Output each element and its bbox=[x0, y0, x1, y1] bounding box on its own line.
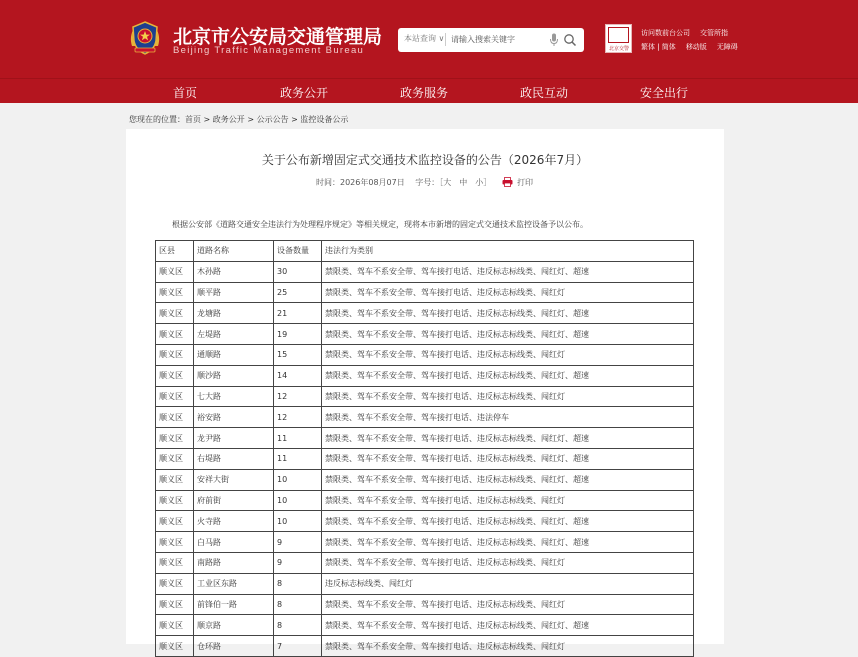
table-row bbox=[156, 615, 694, 636]
table-cell: 顺义区 bbox=[156, 594, 194, 615]
table-cell: 顺义区 bbox=[156, 573, 194, 594]
table-cell: 龙尹路 bbox=[194, 428, 274, 449]
bureau-badge[interactable] bbox=[605, 24, 632, 53]
header-cell: 设备数量 bbox=[274, 241, 322, 262]
table-cell: 白马路 bbox=[194, 532, 274, 553]
table-row bbox=[156, 386, 694, 407]
search-divider bbox=[445, 33, 446, 46]
microphone-icon[interactable] bbox=[549, 33, 559, 47]
header-link-1[interactable]: 交管所指 bbox=[700, 29, 728, 37]
device-table bbox=[155, 240, 694, 657]
table-row bbox=[156, 490, 694, 511]
table-cell: 25 bbox=[274, 282, 322, 303]
breadcrumb[interactable]: 您现在的位置：首页 > 政务公开 > 公示公告 > 监控设备公示 bbox=[129, 115, 349, 124]
table-cell: 顺义区 bbox=[156, 448, 194, 469]
table-cell: 禁限类、驾车不系安全带、驾车接打电话、违反标志标线类、闯红灯、超速 bbox=[322, 428, 694, 449]
table-cell: 顺义区 bbox=[156, 282, 194, 303]
table-row bbox=[156, 511, 694, 532]
table-cell: 禁限类、驾车不系安全带、驾车接打电话、违反标志标线类、闯红灯 bbox=[322, 344, 694, 365]
table-cell: 火寺路 bbox=[194, 511, 274, 532]
table-row bbox=[156, 532, 694, 553]
table-cell: 工业区东路 bbox=[194, 573, 274, 594]
table-cell: 禁限类、驾车不系安全带、驾车接打电话、违反标志标线类、闯红灯、超速 bbox=[322, 615, 694, 636]
table-row bbox=[156, 573, 694, 594]
table-row bbox=[156, 344, 694, 365]
table-row bbox=[156, 365, 694, 386]
print-link[interactable]: 打印 bbox=[517, 178, 533, 187]
table-cell: 顺沙路 bbox=[194, 365, 274, 386]
table-cell: 禁限类、驾车不系安全带、驾车接打电话、违反标志标线类、闯红灯、超速 bbox=[322, 365, 694, 386]
table-cell: 顺义区 bbox=[156, 511, 194, 532]
table-cell: 前锋伯一路 bbox=[194, 594, 274, 615]
table-cell: 10 bbox=[274, 511, 322, 532]
table-cell: 顺平路 bbox=[194, 282, 274, 303]
header-link-2[interactable]: 繁体 | 简体 bbox=[641, 43, 676, 51]
table-cell: 11 bbox=[274, 448, 322, 469]
table-cell: 8 bbox=[274, 573, 322, 594]
table-cell: 右堤路 bbox=[194, 448, 274, 469]
table-cell: 21 bbox=[274, 303, 322, 324]
table-cell: 8 bbox=[274, 594, 322, 615]
site-header bbox=[0, 0, 858, 78]
site-title[interactable]: 北京市公安局交通管理局 bbox=[173, 27, 383, 48]
header-links bbox=[641, 26, 748, 54]
table-cell: 禁限类、驾车不系安全带、驾车接打电话、违反标志标线类、闯红灯、超速 bbox=[322, 448, 694, 469]
table-row bbox=[156, 282, 694, 303]
table-cell: 10 bbox=[274, 490, 322, 511]
table-cell: 顺义区 bbox=[156, 636, 194, 657]
header-link-4[interactable]: 无障碍 bbox=[716, 43, 738, 51]
table-cell: 11 bbox=[274, 428, 322, 449]
table-row bbox=[156, 303, 694, 324]
table-cell: 禁限类、驾车不系安全带、驾车接打电话、违反标志标线类、闯红灯 bbox=[322, 552, 694, 573]
table-cell: 顺义区 bbox=[156, 324, 194, 345]
header-link-3[interactable]: 移动版 bbox=[685, 43, 707, 51]
table-cell: 顺义区 bbox=[156, 615, 194, 636]
table-cell: 禁限类、驾车不系安全带、驾车接打电话、违反标志标线类、闯红灯 bbox=[322, 490, 694, 511]
table-cell: 9 bbox=[274, 552, 322, 573]
table-cell: 木孙路 bbox=[194, 261, 274, 282]
table-row bbox=[156, 324, 694, 345]
header-link-0[interactable]: 访问数前台公司 bbox=[641, 29, 690, 37]
search-icon[interactable] bbox=[563, 33, 577, 47]
table-row bbox=[156, 407, 694, 428]
table-cell: 顺京路 bbox=[194, 615, 274, 636]
table-cell: 禁限类、驾车不系安全带、驾车接打电话、违反标志标线类、闯红灯、超速 bbox=[322, 303, 694, 324]
article-intro: 根据公安部《道路交通安全违法行为处理程序规定》等相关规定，现将本市新增的固定式交通技术监控设备予以公布。 bbox=[172, 220, 588, 229]
table-cell: 仓环路 bbox=[194, 636, 274, 657]
table-cell: 安祥大街 bbox=[194, 469, 274, 490]
article-panel bbox=[126, 129, 724, 651]
nav-item-interaction[interactable]: 政民互动 bbox=[520, 86, 569, 100]
table-cell: 顺义区 bbox=[156, 490, 194, 511]
table-cell: 通顺路 bbox=[194, 344, 274, 365]
search-scope-select[interactable]: 本站查询 ∨ bbox=[404, 34, 445, 43]
table-cell: 8 bbox=[274, 615, 322, 636]
table-cell: 左堤路 bbox=[194, 324, 274, 345]
badge-mark-icon bbox=[608, 27, 629, 43]
table-row bbox=[156, 552, 694, 573]
table-cell: 禁限类、驾车不系安全带、驾车接打电话、违反标志标线类、闯红灯、超速 bbox=[322, 511, 694, 532]
table-cell: 七大路 bbox=[194, 386, 274, 407]
table-cell: 10 bbox=[274, 469, 322, 490]
table-cell: 府前街 bbox=[194, 490, 274, 511]
table-cell: 禁限类、驾车不系安全带、驾车接打电话、违反标志标线类、闯红灯、超速 bbox=[322, 469, 694, 490]
table-cell: 禁限类、驾车不系安全带、驾车接打电话、违反标志标线类、闯红灯 bbox=[322, 386, 694, 407]
printer-icon[interactable] bbox=[502, 177, 513, 187]
table-cell: 12 bbox=[274, 407, 322, 428]
table-header-row bbox=[156, 241, 694, 262]
police-emblem-icon[interactable] bbox=[126, 19, 164, 57]
table-cell: 顺义区 bbox=[156, 344, 194, 365]
table-cell: 禁限类、驾车不系安全带、驾车接打电话、违反标志标线类、闯红灯、超速 bbox=[322, 261, 694, 282]
table-cell: 12 bbox=[274, 386, 322, 407]
table-cell: 顺义区 bbox=[156, 532, 194, 553]
table-cell: 顺义区 bbox=[156, 552, 194, 573]
table-cell: 禁限类、驾车不系安全带、驾车接打电话、违法停车 bbox=[322, 407, 694, 428]
table-cell: 14 bbox=[274, 365, 322, 386]
table-cell: 裕安路 bbox=[194, 407, 274, 428]
nav-item-gov-services[interactable]: 政务服务 bbox=[400, 86, 449, 100]
table-cell: 7 bbox=[274, 636, 322, 657]
table-cell: 南路路 bbox=[194, 552, 274, 573]
article-meta[interactable]: 时间：2026年08月07日 字号：［大 中 小］ bbox=[316, 178, 492, 187]
nav-item-gov-affairs[interactable]: 政务公开 bbox=[280, 86, 329, 100]
table-row bbox=[156, 594, 694, 615]
nav-item-home[interactable]: 首页 bbox=[173, 86, 198, 100]
table-row bbox=[156, 469, 694, 490]
badge-text: 北京交警 bbox=[609, 46, 630, 52]
table-cell: 禁限类、驾车不系安全带、驾车接打电话、违反标志标线类、闯红灯 bbox=[322, 282, 694, 303]
table-row bbox=[156, 636, 694, 657]
header-cell: 区县 bbox=[156, 241, 194, 262]
table-row bbox=[156, 261, 694, 282]
table-cell: 顺义区 bbox=[156, 261, 194, 282]
table-cell: 禁限类、驾车不系安全带、驾车接打电话、违反标志标线类、闯红灯 bbox=[322, 594, 694, 615]
header-cell: 道路名称 bbox=[194, 241, 274, 262]
table-cell: 顺义区 bbox=[156, 428, 194, 449]
nav-item-safe-travel[interactable]: 安全出行 bbox=[640, 86, 689, 100]
table-cell: 15 bbox=[274, 344, 322, 365]
table-cell: 30 bbox=[274, 261, 322, 282]
table-cell: 禁限类、驾车不系安全带、驾车接打电话、违反标志标线类、闯红灯、超速 bbox=[322, 324, 694, 345]
table-cell: 禁限类、驾车不系安全带、驾车接打电话、违反标志标线类、闯红灯 bbox=[322, 636, 694, 657]
table-cell: 顺义区 bbox=[156, 407, 194, 428]
table-cell: 违反标志标线类、闯红灯 bbox=[322, 573, 694, 594]
table-cell: 顺义区 bbox=[156, 303, 194, 324]
article-title: 关于公布新增固定式交通技术监控设备的公告（2026年7月） bbox=[261, 153, 589, 167]
table-cell: 禁限类、驾车不系安全带、驾车接打电话、违反标志标线类、闯红灯、超速 bbox=[322, 532, 694, 553]
table-cell: 顺义区 bbox=[156, 386, 194, 407]
table-row bbox=[156, 428, 694, 449]
table-cell: 顺义区 bbox=[156, 365, 194, 386]
main-nav bbox=[0, 78, 858, 103]
table-cell: 19 bbox=[274, 324, 322, 345]
header-cell: 违法行为类别 bbox=[322, 241, 694, 262]
table-cell: 顺义区 bbox=[156, 469, 194, 490]
search-input[interactable] bbox=[451, 31, 541, 48]
table-cell: 9 bbox=[274, 532, 322, 553]
site-subtitle: Beijing Traffic Management Bureau bbox=[173, 45, 365, 56]
table-row bbox=[156, 448, 694, 469]
table-cell: 龙塘路 bbox=[194, 303, 274, 324]
